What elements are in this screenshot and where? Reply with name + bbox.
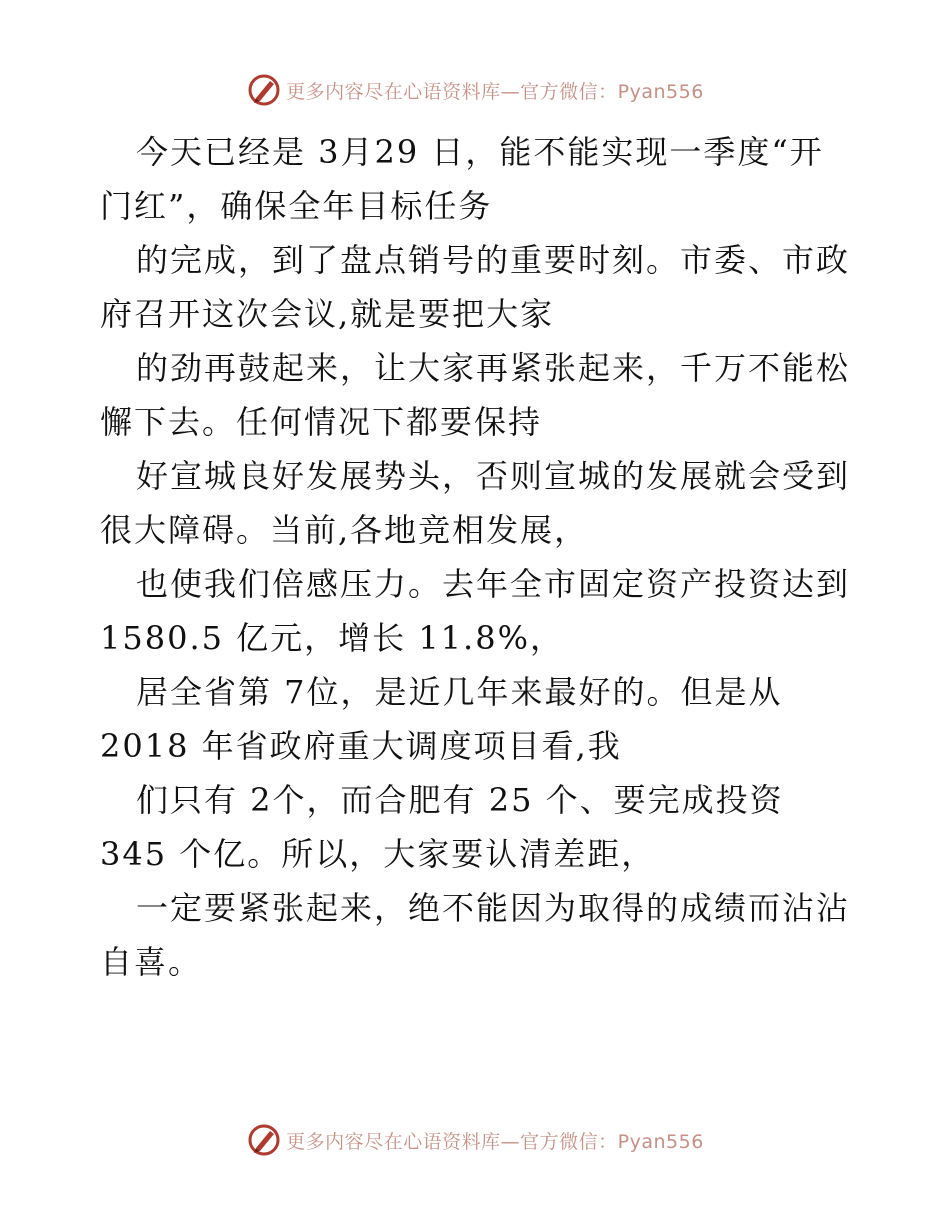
text-line: 也使我们倍感压力。去年全市固定资产投资达到: [136, 565, 851, 603]
document-body: [100, 125, 860, 989]
text-line: 345 个亿。所以，大家要认清差距，: [100, 835, 656, 873]
text-line: 府召开这次会议,就是要把大家: [100, 295, 555, 333]
text-line: 好宣城良好发展势头，否则宣城的发展就会受到: [136, 457, 851, 495]
text-line: 懈下去。任何情况下都要保持: [100, 403, 543, 441]
footer-banner-text: 更多内容尽在心语资料库—官方微信：Pyan556: [286, 1130, 704, 1153]
text-line: 2018 年省政府重大调度项目看,我: [100, 727, 622, 765]
text-line: 很大障碍。当前,各地竞相发展，: [100, 511, 589, 549]
text-line: 一定要紧张起来，绝不能因为取得的成绩而沾沾: [136, 889, 851, 927]
text-line: 今天已经是 3月29 日，能不能实现一季度“开: [136, 133, 824, 171]
header-banner-text: 更多内容尽在心语资料库—官方微信：Pyan556: [286, 80, 704, 103]
text-line: 们只有 2个，而合肥有 25 个、要完成投资: [136, 781, 784, 819]
text-line: 自喜。: [100, 943, 203, 981]
text-line: 的劲再鼓起来，让大家再紧张起来，千万不能松: [136, 349, 851, 387]
pen-circle-logo-icon: [246, 72, 282, 108]
header-banner: [0, 70, 950, 110]
text-line: 1580.5 亿元，增长 11.8%，: [100, 619, 564, 657]
text-line: 门红”，确保全年目标任务: [100, 187, 493, 225]
text-line: 的完成，到了盘点销号的重要时刻。市委、市政: [136, 241, 851, 279]
pen-circle-logo-icon: [246, 1122, 282, 1158]
text-line: 居全省第 7位，是近几年来最好的。但是从: [136, 673, 783, 711]
footer-banner: [0, 1120, 950, 1160]
